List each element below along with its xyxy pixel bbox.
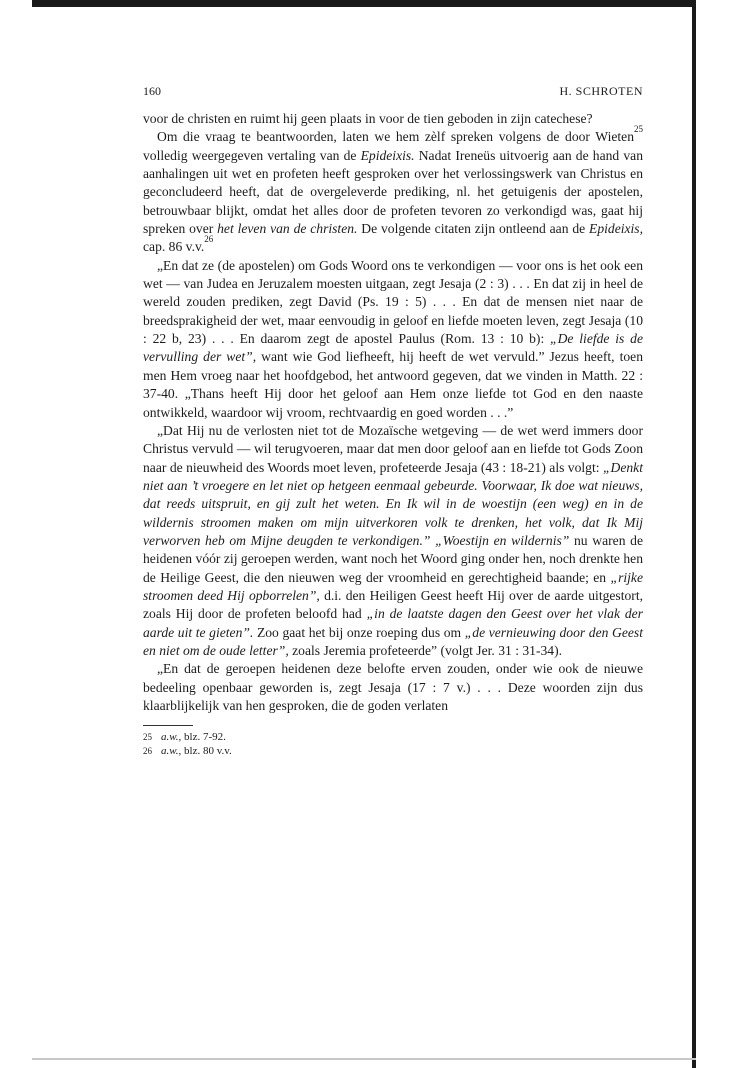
text-run: want wie God liefheeft, hij heeft de wet vervuld.” Jezus heeft, toen men Hem vroeg naar het hoofdgebod, het antwoord gegeven, dat we vinden in Matth. 22 : 37-40. „Thans heeft Hij door het geloof aan Hem onze liefde tot God en den naaste ontwikkeld, waardoor wij vroom, rechtvaardig en goed worden . . .” [143,349,643,420]
text-run: volledig weergegeven vertaling van de [143,147,361,163]
text-run: „En dat de geroepen heidenen deze belofte erven zouden, onder wie ook de nieuwe bedeeling openbaar geworden is, zegt Jesaja (17 : 7 v.) . . . Deze woorden zijn dus klaarblijkelijk van hen gesproken, die de goden verlaten [143,661,643,713]
text-run: d.i. den Heiligen Geest heeft Hij over de aarde uitgestort, zoals Hij door de profeten beloofd had [143,587,643,622]
scan-bottom-edge [32,1058,696,1060]
text-run: nu waren de heidenen vóór zij geroepen werden, want noch het Woord ging onder hen, noch drenkte hen de Heilige Geest, die den nieuwen weg der vroomheid en gerechtigheid baande; en [143,532,643,585]
page-number: 160 [143,84,161,98]
italic-run: „in de laatste dagen den Geest over het vlak der aarde uit te gieten”. [143,606,644,640]
scan-top-border [32,0,696,7]
footnotes [143,730,643,758]
footnote [143,730,643,744]
paragraph [143,257,643,422]
text-run: Om die vraag te beantwoorden, laten we hem zèlf spreken volgens de door Wieten [157,129,634,145]
italic-run: het leven van de christen. [217,221,358,237]
footnote-number: 25 [143,732,152,743]
text-run: „Dat Hij nu de verlosten niet tot de Mozaïsche wetgeving — de wet werd immers door Christus vervuld — wil terugvoeren, maar dat men door geloof aan en liefde tot Gods Zoon naar de nieuwheid des Woords moet leven, profeteerde Jesaja (43 : 18-21) als volgt: [143,422,643,475]
body-text [143,110,643,715]
italic-run: Epideixis. [360,147,415,163]
paragraph [143,110,643,128]
footnote-ref: 25 [634,124,643,135]
paragraph [143,124,643,256]
paragraph [143,422,643,660]
page-header [143,70,643,110]
scan-right-border [692,0,696,1068]
text-run: zoals Jeremia profeteerde” (volgt Jer. 31 : 31-34). [288,642,563,658]
italic-run: „Denkt niet aan ’t vroegere en let niet op hetgeen eenmaal gebeurde. Voorwaar, Ik doe wat nieuws, dat reeds uitspruit, en gij zult het weten. En Ik wil in de woestijn (een weg) en in de wildernis stroomen maken om mijn uitverkoren volk te drenken, het volk, dat Ik Mij verworven heb om Mijne deugden te verkondigen.” „Woestijn en wildernis” [143,459,643,548]
paragraph [143,660,643,715]
footnote [143,744,643,758]
text-run: De volgende citaten zijn ontleend aan de [357,221,590,237]
italic-run: „De liefde is de vervulling der wet”, [143,331,643,365]
text-run: „En dat ze (de apostelen) om Gods Woord ons te verkondigen — voor ons is het ook een wet — van Judea en Jeruzalem moesten uitgaan, zegt Jesaja (2 : 3) . . . En dat zij in heel de wereld zouden prediken, zegt David (Ps. 19 : 5) . . . En dat de mensen niet naar de breedsprakigheid der wet, maar eenvoudig in geloof en liefde moeten leven, zegt Jesaja (10 : 22 b, 23) . . . En daarom zegt de apostel Paulus (Rom. 13 : 10 b): [143,257,643,347]
text-run: voor de christen en ruimt hij geen plaats in voor de tien geboden in zijn catechese? [143,111,593,126]
text-run: blz. 80 v.v. [181,745,232,758]
italic-run: Epideixis, [589,221,643,237]
text-run: blz. 7-92. [181,731,226,744]
text-run: cap. 86 v.v. [143,239,205,255]
text-run: Zoo gaat het bij onze roeping dus om [253,624,465,640]
footnote-ref: 26 [204,234,214,245]
italic-run: „de vernieuwing door den Geest en niet om de oude letter”, [143,624,643,658]
footnote-rule [143,725,193,726]
page [143,70,643,758]
italic-run: „rijke stroomen deed Hij opborrelen”, [143,569,643,603]
text-run: Nadat Ireneüs uitvoerig aan de hand van aanhalingen uit wet en profeten heeft gesproken over het verlossingswerk van Christus en geconcludeerd heeft, dat de overgeleverde prediking, nl. het getuigenis der apostelen, betrouwbaar blijkt, omdat het alles door de profeten tevoren zo verkondigd was, gaat hij spreken over [143,147,643,237]
italic-run: a.w., [161,745,182,758]
footnote-number: 26 [143,746,152,757]
running-head: H. SCHROTEN [559,84,643,98]
italic-run: a.w., [161,731,182,744]
